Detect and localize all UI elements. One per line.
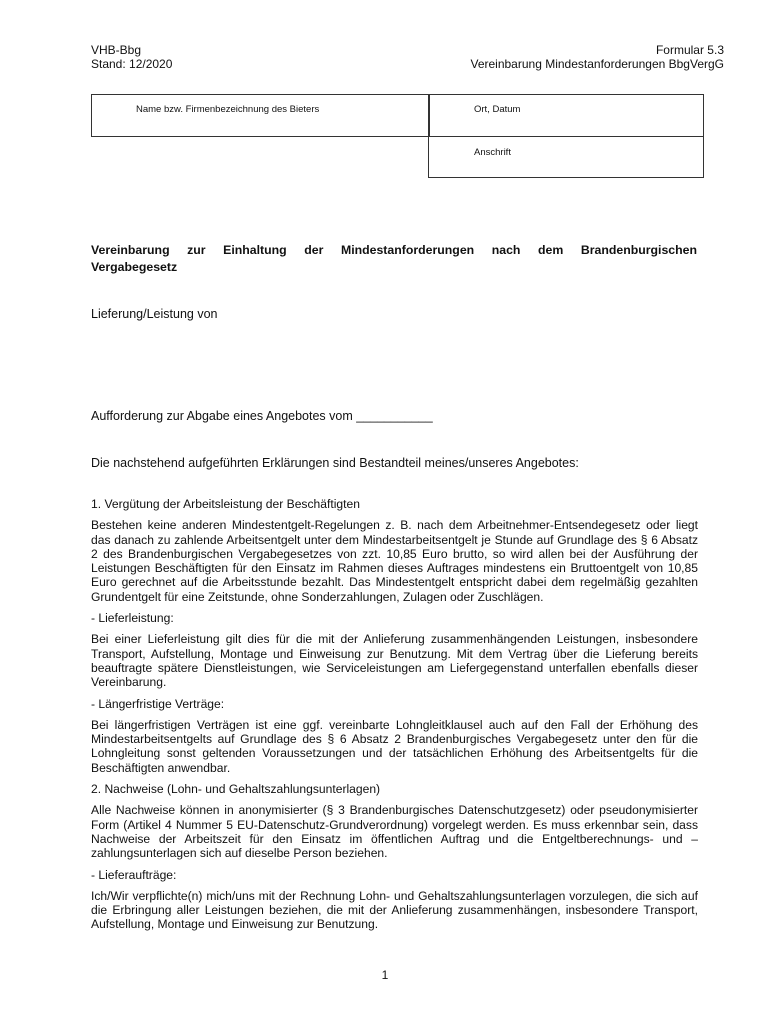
section-paragraph: Bestehen keine anderen Mindestentgelt-Regelungen z. B. nach dem Arbeitnehmer-Entsendegesetz oder liegt das danach zu zahlende Arbeitsentgelt unter dem Mindestarbeitsentgelt je Stunde auf Grundlage des § 6 Absatz 2 des Brandenburgischen Vergabegesetzes von zzt. 10,85 Euro brutto, so wird allen bei der Ausführung der Leistungen Beschäftigten für den Einsatz im Rahmen dieses Auftrages mindestens ein Bruttoentgelt von 10,85 Euro gerechnet auf die Arbeitsstunde bezahlt. Das Mindestentgelt entspricht dabei dem regelmäßig gezahlten Grundentgelt für eine Zeitstunde, ohne Sonderzahlungen, Zulagen oder Zuschlägen. — [91, 518, 698, 604]
delivery-label: Lieferung/Leistung von — [91, 307, 218, 321]
version-date: Stand: 12/2020 — [91, 57, 173, 71]
form-series: VHB-Bbg — [91, 43, 142, 57]
title-line-1: Vereinbarung zur Einhaltung der Mindestanforderungen nach dem Brandenburgischen — [91, 243, 697, 257]
document-title — [91, 242, 697, 276]
bidder-name-label: Name bzw. Firmenbezeichnung des Bieters — [136, 104, 320, 115]
page-number: 1 — [381, 968, 389, 982]
section-heading: - Lieferaufträge: — [91, 867, 177, 882]
section-paragraph: Bei einer Lieferleistung gilt dies für die mit der Anlieferung zusammenhängenden Leistungen, insbesondere Transport, Aufstellung, Montage und Einweisung zur Benutzung. Mit dem Vertrag über die Lieferung bereits beauftragte spätere Dienstleistungen, wie Serviceleistungen am Liefergegenstand unterfallen ebenfalls dieser Vereinbarung. — [91, 632, 698, 690]
form-number: Formular 5.3 — [655, 43, 724, 57]
place-date-label: Ort, Datum — [474, 104, 521, 115]
section-heading: 1. Vergütung der Arbeitsleistung der Beschäftigten — [91, 497, 360, 511]
header-right — [470, 43, 724, 71]
address-field[interactable] — [428, 136, 704, 178]
section-paragraph: Bei längerfristigen Verträgen ist eine ggf. vereinbarte Lohngleitklausel auch auf den Fall der Erhöhung des Mindestarbeitsentgelts auf Grundlage des § 6 Absatz 2 Brandenburgisches Vergabegesetz unter den für die Lohngleitung sonst geltenden Voraussetzungen und der tatsächlichen Erhöhung des Arbeitsentgelts für die Beschäftigten anwendbar. — [91, 717, 698, 775]
title-line-2: Vergabegesetz — [91, 260, 178, 274]
bidder-name-field[interactable] — [91, 94, 430, 137]
tender-request-label: Aufforderung zur Abgabe eines Angebotes vom ___________ — [91, 409, 433, 423]
header-left — [91, 43, 172, 71]
section-heading: - Längerfristige Verträge: — [91, 696, 225, 711]
section-heading: - Lieferleistung: — [91, 611, 174, 626]
section-paragraph: Alle Nachweise können in anonymisierter (§ 3 Brandenburgisches Datenschutzgesetz) oder pseudonymisierter Form (Artikel 4 Nummer 5 EU-Datenschutz-Grundverordnung) vorgelegt werden. Es muss erkennbar sein, dass Nachweise der Arbeitszeit für den Einsatz im öffentlichen Auftrag und die Entgeltberechnungs- und –zahlungsunterlagen sich auf dieselbe Person beziehen. — [91, 803, 698, 861]
section-paragraph: Ich/Wir verpflichte(n) mich/uns mit der Rechnung Lohn- und Gehaltszahlungsunterlagen vorzulegen, die sich auf die Erbringung aller Leistungen beziehen, die mit der Anlieferung zusammenhängen, insbesondere Transport, Aufstellung, Montage und Einweisung zur Benutzung. — [91, 888, 698, 932]
declarations-intro: Die nachstehend aufgeführten Erklärungen sind Bestandteil meines/unseres Angebotes: — [91, 456, 579, 470]
form-title: Vereinbarung Mindestanforderungen BbgVergG — [470, 57, 724, 71]
declarations-body — [91, 497, 698, 939]
section-heading: 2. Nachweise (Lohn- und Gehaltszahlungsunterlagen) — [91, 782, 381, 797]
place-date-field[interactable] — [428, 94, 704, 137]
address-label: Anschrift — [474, 147, 511, 158]
